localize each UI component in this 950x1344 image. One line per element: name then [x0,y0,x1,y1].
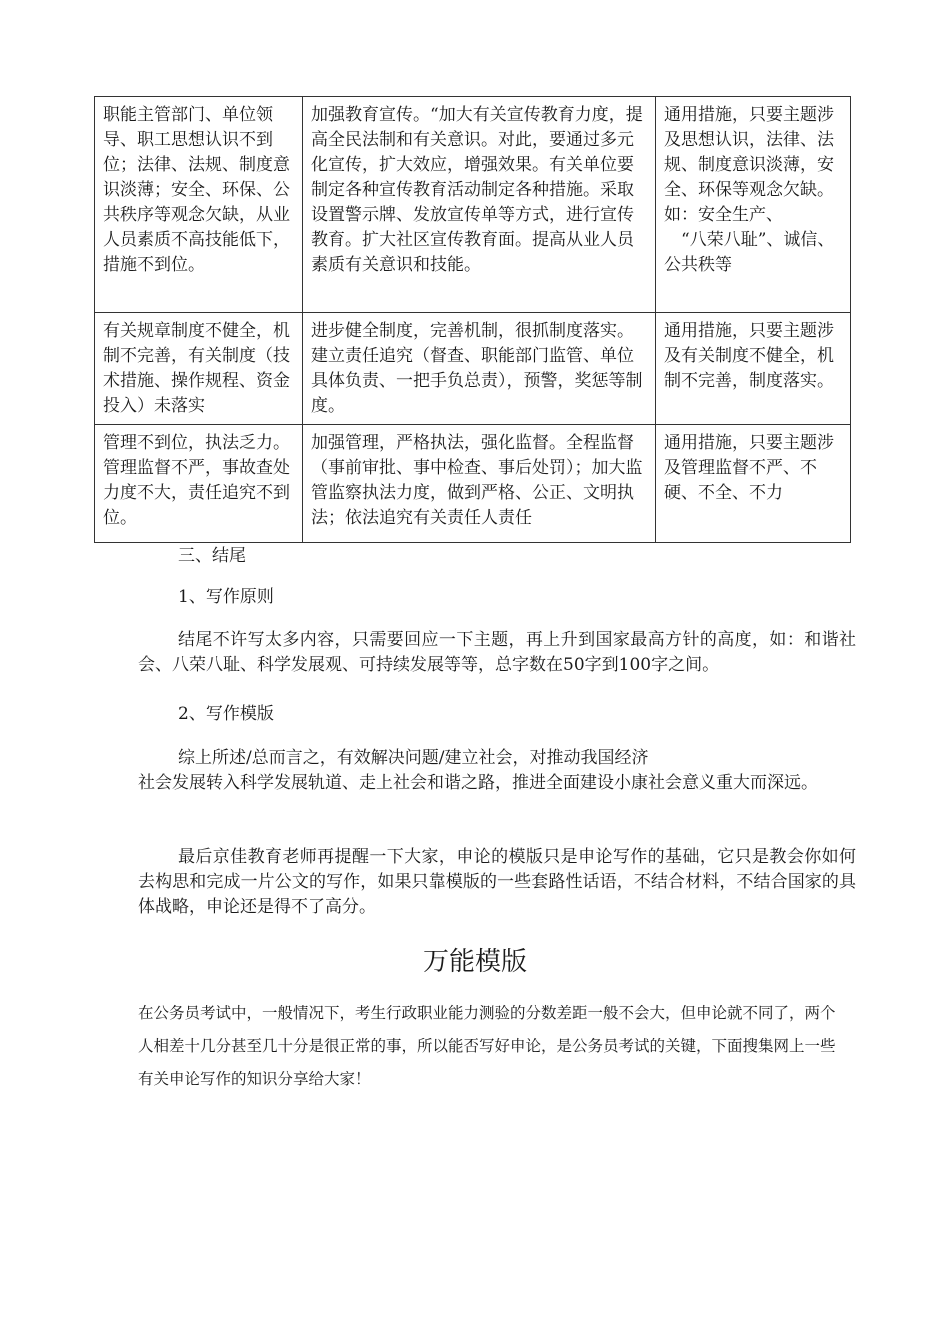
usage-cell [656,425,851,543]
problem-cell [95,313,303,425]
problem-text: 管理不到位，执法乏力。管理监督不严，事故查处力度不大，责任追究不到位。 [103,433,290,528]
template-line-1: 综上所述/总而言之，有效解决问题/建立社会，对推动我国经济 [178,748,649,768]
measure-cell [303,425,656,543]
problem-text: 有关规章制度不健全，机制不完善，有关制度（技术措施、操作规程、资金投入）未落实 [103,321,290,416]
usage-text: 通用措施，只要主题涉及思想认识，法律、法规、制度意识淡薄，安全、环保等观念欠缺。如：安全生产、 “八荣八耻”、诚信、公共秩等 [664,105,835,275]
closing-paragraph: 最后京佳教育老师再提醒一下大家，申论的模版只是申论写作的基础，它只是教会你如何去构思和完成一片公文的写作，如果只靠模版的一些套路性话语，不结合材料，不结合国家的具体战略，申论还是得不了高分。 [138,847,856,917]
measure-text: 加强教育宣传。“加大有关宣传教育力度，提高全民法制和有关意识。对此，要通过多元化宣传，扩大效应，增强效果。有关单位要制定各种宣传教育活动制定各种措施。采取设置警示牌、发放宣传单等方式，进行宣传教育。扩大社区宣传教育面。提高从业人员素质有关意识和技能。 [311,105,643,275]
intro-paragraph: 在公务员考试中，一般情况下，考生行政职业能力测验的分数差距一般不会大，但申论就不同了，两个人相差十几分甚至几十分是很正常的事，所以能否写好申论，是公务员考试的关键，下面搜集网上一些有关申论写作的知识分享给大家！ [138,1004,836,1088]
usage-text: 通用措施，只要主题涉及管理监督不严、不硬、不全、不力 [664,433,834,503]
usage-text: 通用措施，只要主题涉及有关制度不健全，机制不完善，制度落实。 [664,321,834,391]
measure-text: 进步健全制度，完善机制，很抓制度落实。建立责任追究（督查、职能部门监管、单位具体负责、一把手负总责），预警，奖惩等制度。 [311,321,643,416]
table-row [95,425,851,543]
measure-cell [303,313,656,425]
section-heading: 三、结尾 [178,546,246,566]
subheading-template: 2、写作模版 [178,704,274,724]
usage-cell [656,97,851,313]
page-title: 万能模版 [422,947,527,977]
measures-table [94,96,851,543]
template-line-2: 社会发展转入科学发展轨道、走上社会和谐之路，推进全面建设小康社会意义重大而深远。 [138,773,818,793]
problem-cell [95,97,303,313]
problem-text: 职能主管部门、单位领导、职工思想认识不到位；法律、法规、制度意识淡薄；安全、环保、公共秩序等观念欠缺，从业人员素质不高技能低下，措施不到位。 [103,105,290,275]
table-row [95,313,851,425]
subheading-principle: 1、写作原则 [178,587,274,607]
problem-cell [95,425,303,543]
principle-paragraph: 结尾不许写太多内容，只需要回应一下主题，再上升到国家最高方针的高度，如：和谐社会、八荣八耻、科学发展观、可持续发展等等，总字数在50字到100字之间。 [138,630,856,675]
measure-text: 加强管理，严格执法，强化监督。全程监督（事前审批、事中检查、事后处罚）；加大监管监察执法力度，做到严格、公正、文明执法；依法追究有关责任人责任 [311,433,643,528]
table-row [95,97,851,313]
measure-cell [303,97,656,313]
usage-cell [656,313,851,425]
